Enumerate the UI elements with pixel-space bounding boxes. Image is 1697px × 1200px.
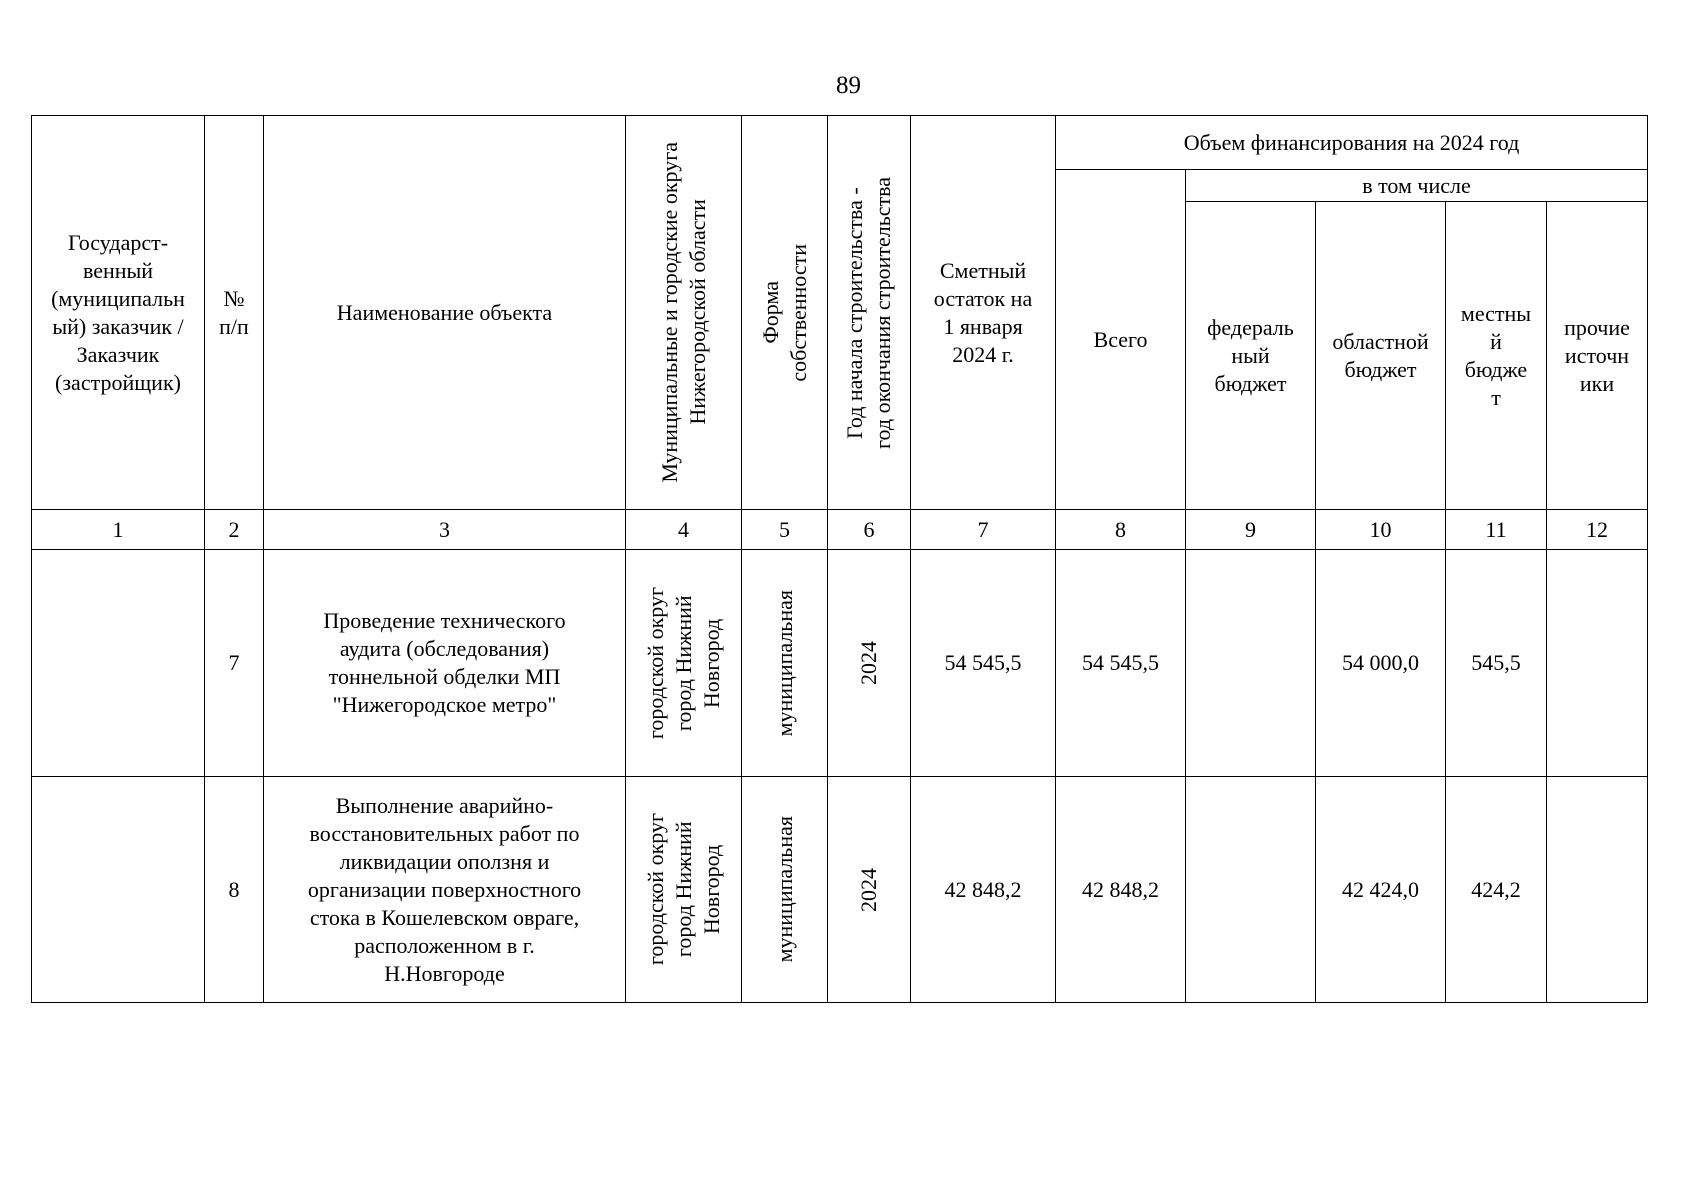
header-object-name: Наименование объекта (264, 116, 626, 510)
cell-customer (32, 550, 205, 777)
cell-estimate: 54 545,5 (911, 550, 1056, 777)
header-local: местны й бюдже т (1446, 202, 1547, 510)
page-number: 89 (836, 72, 861, 99)
cell-total: 54 545,5 (1056, 550, 1186, 777)
colnum: 2 (205, 510, 264, 550)
colnum: 11 (1446, 510, 1547, 550)
cell-customer (32, 777, 205, 1003)
header-regional: областной бюджет (1316, 202, 1446, 510)
cell-other (1547, 550, 1648, 777)
cell-local: 545,5 (1446, 550, 1547, 777)
cell-estimate: 42 848,2 (911, 777, 1056, 1003)
colnum: 4 (626, 510, 742, 550)
cell-municipality: городской округ город Нижний Новгород (626, 550, 742, 777)
cell-local: 424,2 (1446, 777, 1547, 1003)
header-estimate: Сметный остаток на 1 января 2024 г. (911, 116, 1056, 510)
cell-ownership: муниципальная (742, 777, 828, 1003)
cell-regional: 42 424,0 (1316, 777, 1446, 1003)
colnum: 8 (1056, 510, 1186, 550)
table-row (32, 777, 1648, 1003)
header-customer: Государст- венный (муниципальн ый) заказчик / Заказчик (застройщик) (32, 116, 205, 510)
colnum: 9 (1186, 510, 1316, 550)
header-municipality: Муниципальные и городские округа Нижегородской области (626, 116, 742, 510)
colnum: 10 (1316, 510, 1446, 550)
header-number: № п/п (205, 116, 264, 510)
colnum: 6 (828, 510, 911, 550)
header-years: Год начала строительства - год окончания строительства (828, 116, 911, 510)
cell-object-name: Выполнение аварийно- восстановительных работ по ликвидации оползня и организации поверхностного стока в Кошелевском овраге, расположенном в г. Н.Новгороде (264, 777, 626, 1003)
investment-table (31, 115, 1648, 1003)
header-including: в том числе (1186, 170, 1648, 202)
cell-regional: 54 000,0 (1316, 550, 1446, 777)
header-funding-group: Объем финансирования на 2024 год (1056, 116, 1648, 170)
cell-other (1547, 777, 1648, 1003)
colnum: 1 (32, 510, 205, 550)
header-ownership: Форма собственности (742, 116, 828, 510)
cell-federal (1186, 777, 1316, 1003)
cell-ownership: муниципальная (742, 550, 828, 777)
cell-municipality: городской округ город Нижний Новгород (626, 777, 742, 1003)
cell-years: 2024 (828, 550, 911, 777)
colnum: 5 (742, 510, 828, 550)
header-other: прочие источн ики (1547, 202, 1648, 510)
header-row-1 (32, 116, 1648, 170)
column-number-row (32, 510, 1648, 550)
cell-object-name: Проведение технического аудита (обследования) тоннельной обделки МП "Нижегородское метро" (264, 550, 626, 777)
cell-number: 8 (205, 777, 264, 1003)
colnum: 7 (911, 510, 1056, 550)
colnum: 3 (264, 510, 626, 550)
cell-federal (1186, 550, 1316, 777)
header-federal: федераль ный бюджет (1186, 202, 1316, 510)
cell-total: 42 848,2 (1056, 777, 1186, 1003)
cell-number: 7 (205, 550, 264, 777)
colnum: 12 (1547, 510, 1648, 550)
cell-years: 2024 (828, 777, 911, 1003)
header-total: Всего (1056, 170, 1186, 510)
table-row (32, 550, 1648, 777)
